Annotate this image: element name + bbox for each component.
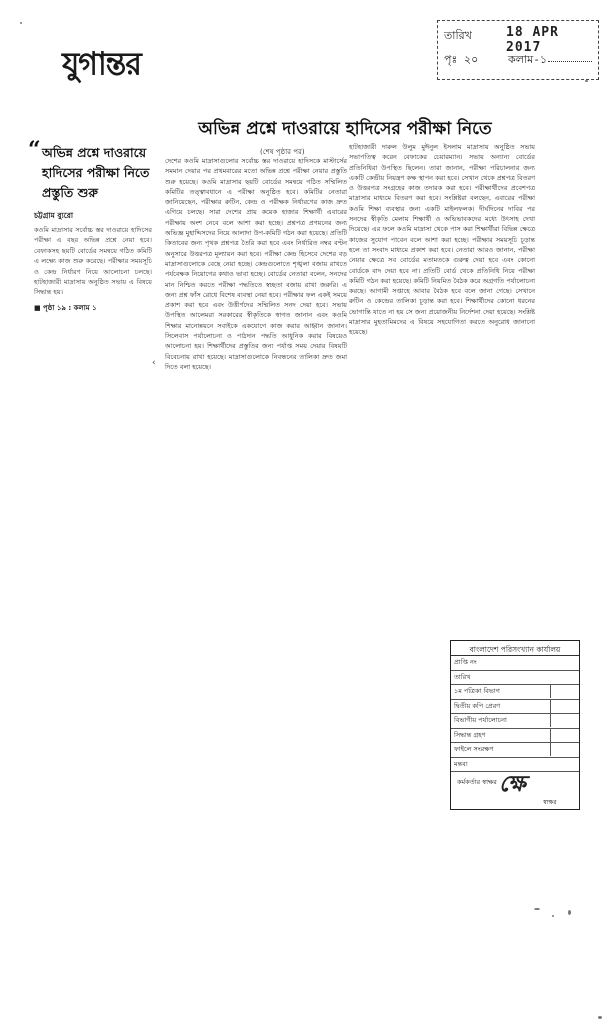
article-continuation-note: (শেষ পৃষ্ঠার পর) [260, 148, 305, 156]
stamp-date: 18 APR 2017 [506, 25, 559, 55]
scan-speck [20, 22, 22, 24]
clipping-date-stamp [437, 20, 599, 80]
scan-speck [598, 1016, 602, 1019]
signature-label: কর্মকর্তার স্বাক্ষর [457, 778, 497, 786]
stamp-page-label: পৃঃ ২০ [444, 53, 479, 66]
newspaper-masthead: যুগান্তর [62, 46, 141, 83]
article-column-1: দেশের কওমি মাদ্রাসাগুলোর সর্বোচ্চ স্তর দাওরায়ে হাদিসকে মাস্টার্সের সমমান দেয়ার পর প্রথমবারের মতো অভিন্ন প্রশ্নে পরীক্ষা নেয়ার প্রস্তুতি শুরু হয়েছে। কওমি মাদ্রাসার ছয়টি বোর্ডের সমন্বয়ে গঠিত সম্মিলিত কমিটির তত্ত্বাবধানে এ পরীক্ষা অনুষ্ঠিত হবে। কমিটির নেতারা জানিয়েছেন, পরীক্ষার রুটিন, কেন্দ্র ও পরীক্ষক নির্ধারণের কাজ দ্রুত এগিয়ে চলছে। সারা দেশের প্রায় কয়েক হাজার শিক্ষার্থী এবারের পরীক্ষায় অংশ নেবে বলে আশা করা হচ্ছে। প্রশ্নপত্র প্রণয়নের জন্য অভিজ্ঞ মুহাদ্দিসদের নিয়ে আলাদা উপ-কমিটি গঠন করা হয়েছে। প্রতিটি কিতাবের জন্য পৃথক প্রশ্নপত্র তৈরি করা হবে এবং নির্ধারিত নম্বর বণ্টন অনুসারে উত্তরপত্র মূল্যায়ন করা হবে। পরীক্ষা কেন্দ্র হিসেবে দেশের বড় মাদ্রাসাগুলোকে বেছে নেয়া হচ্ছে। কেন্দ্রগুলোতে শৃঙ্খলা বজায় রাখতে পর্যবেক্ষক নিয়োগের কথাও ভাবা হচ্ছে। বোর্ডের নেতারা বলেন, সনদের মান নিশ্চিত করতে পরীক্ষা পদ্ধতিতে স্বচ্ছতা বজায় রাখা জরুরি। এ জন্য প্রশ্ন ফাঁস রোধে বিশেষ ব্যবস্থা নেয়া হবে। পরীক্ষার ফল একই সময়ে প্রকাশ করা হবে এবং উত্তীর্ণদের সম্মিলিত সনদ দেয়া হবে। সভায় উপস্থিত আলেমরা সরকারের স্বীকৃতিকে স্বাগত জানান এবং কওমি শিক্ষার মানোন্নয়নে সবাইকে একযোগে কাজ করার আহ্বান জানান। সিলেবাস পর্যালোচনা ও পাঠদান পদ্ধতি আধুনিক করার বিষয়েও আলোচনা হয়। শিক্ষার্থীদের প্রস্তুতির জন্য পর্যাপ্ত সময় দেয়ার বিষয়টি বিবেচনায় রাখা হয়েছে। মাদ্রাসাগুলোকে নিবন্ধনের তালিকা দ্রুত জমা দিতে বলা হয়েছে। [165, 157, 347, 371]
file-label-row: মন্তব্য [451, 758, 579, 773]
stamp-column-label: কলাম-১ [508, 53, 547, 66]
article-column-2: হাটহাজারী দারুল উলুম মুঈনুল ইসলাম মাদ্রাসায় অনুষ্ঠিত সভায় সভাপতিত্ব করেন বেফাকের চেয়ারম্যান। সভায় অন্যান্য বোর্ডের প্রতিনিধিরা উপস্থিত ছিলেন। তারা জানান, পরীক্ষা পরিচালনার জন্য একটি কেন্দ্রীয় নিয়ন্ত্রণ কক্ষ স্থাপন করা হবে। সেখান থেকে প্রশ্নপত্র বিতরণ ও উত্তরপত্র সংগ্রহের কাজ তদারক করা হবে। পরীক্ষার্থীদের প্রবেশপত্র মাদ্রাসার মাধ্যমে বিতরণ করা হবে। সংশ্লিষ্টরা বলছেন, এবারের পরীক্ষা কওমি শিক্ষা ব্যবস্থার জন্য একটি মাইলফলক। দীর্ঘদিনের দাবির পর সনদের স্বীকৃতি মেলায় শিক্ষার্থী ও অভিভাবকদের মধ্যে উৎসাহ দেখা দিয়েছে। এর ফলে কওমি মাদ্রাসা থেকে পাস করা শিক্ষার্থীরা বিভিন্ন ক্ষেত্রে কাজের সুযোগ পাবেন বলে আশা করা হচ্ছে। পরীক্ষার সময়সূচি চূড়ান্ত হলে তা সংবাদ মাধ্যমে প্রকাশ করা হবে। নেতারা আরও জানান, পরীক্ষা নেয়ার ক্ষেত্রে সব বোর্ডের মতামতকে গুরুত্ব দেয়া হবে এবং কোনো বোর্ডকে বাদ দেয়া হবে না। প্রতিটি বোর্ড থেকে প্রতিনিধি নিয়ে পরীক্ষা কমিটি গঠন করা হয়েছে। কমিটি নিয়মিত বৈঠক করে অগ্রগতি পর্যালোচনা করছে। আগামী সপ্তাহে আবার বৈঠক হবে বলে জানা গেছে। সেখানে রুটিন ও কেন্দ্রের তালিকা চূড়ান্ত করা হবে। শিক্ষার্থীদের কোনো ধরনের ভোগান্তি যাতে না হয় সে জন্য প্রয়োজনীয় নির্দেশনা দেয়া হয়েছে। সংশ্লিষ্ট মাদ্রাসার মুহতামিমদের এ বিষয়ে সহযোগিতা করতে অনুরোধ জানানো হয়েছে। [349, 143, 535, 337]
file-label-row: প্রাপ্তি নং [451, 656, 579, 671]
teaser-headline: অভিন্ন প্রশ্নে দাওরায়ে হাদিসের পরীক্ষা নিতে প্রস্তুতি শুরু [42, 145, 150, 200]
file-label-header: বাংলাদেশ পরিসংখ্যান কার্যালয় [451, 641, 579, 656]
file-label-row: ১ম পত্রিকা বিভাগ [451, 685, 579, 700]
file-label-row: সিদ্ধান্ত গ্রহণ [451, 729, 579, 744]
scan-speck [568, 910, 571, 915]
teaser-continued: ■ পৃষ্ঠা ১৯ : কলাম ১ [34, 303, 97, 312]
scan-speck [534, 908, 540, 910]
office-file-label [450, 640, 580, 810]
stamp-dotted-line [548, 61, 592, 62]
teaser-body: কওমি মাদ্রাসার সর্বোচ্চ স্তর দাওরায়ে হাদিসের পরীক্ষা এ বছর অভিন্ন প্রশ্নে নেয়া হবে। বেফাকসহ ছয়টি বোর্ডের সমন্বয়ে গঠিত কমিটি এ লক্ষ্যে কাজ শুরু করেছে। পরীক্ষার সময়সূচি ও কেন্দ্র নির্ধারণ নিয়ে আলোচনা চলছে। হাটহাজারী মাদ্রাসায় অনুষ্ঠিত সভায় এ বিষয়ে সিদ্ধান্ত হয়। [34, 226, 152, 297]
signature-sub-label: স্বাক্ষর [543, 799, 557, 806]
file-label-row: দ্বিতীয় কপি প্রেরণ [451, 700, 579, 715]
margin-mark: ‹ [152, 358, 156, 368]
front-page-teaser [28, 137, 152, 314]
scan-speck [552, 915, 554, 917]
handwritten-signature: ক্ষে [499, 771, 526, 797]
file-label-row: ফাইলে সংরক্ষণ [451, 743, 579, 758]
file-label-row: বিভাগীয় পর্যালোচনা [451, 714, 579, 729]
quote-mark: “ [28, 137, 41, 163]
teaser-byline: চট্টগ্রাম ব্যুরো [34, 211, 74, 220]
stamp-date-label: তারিখ [444, 29, 472, 42]
file-label-row: তারিখ [451, 671, 579, 686]
scan-speck [585, 80, 588, 82]
article-headline: অভিন্ন প্রশ্নে দাওরায়ে হাদিসের পরীক্ষা নিতে [198, 119, 492, 139]
